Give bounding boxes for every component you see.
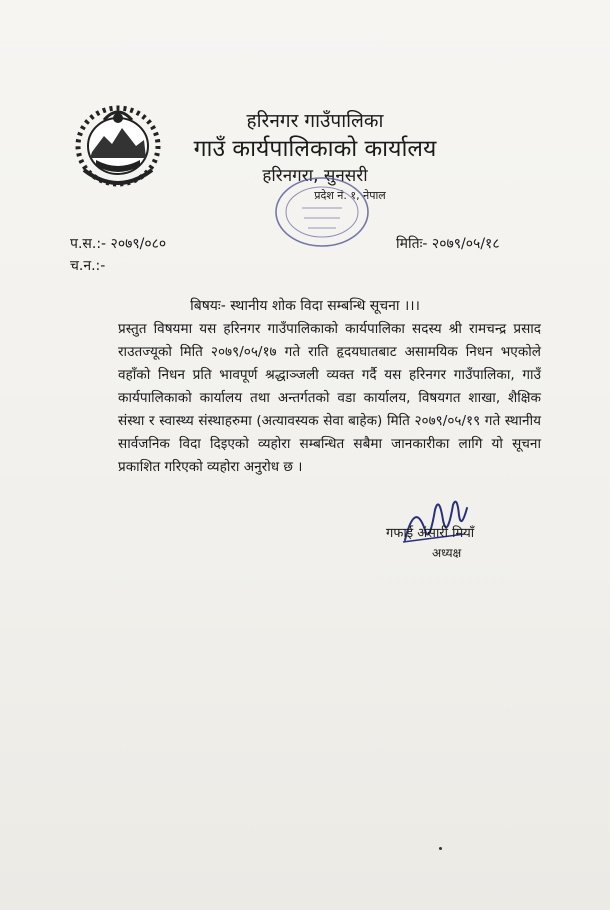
signatory-name: गफाई अंसारी मियाँ — [386, 526, 475, 541]
office-stamp-icon — [262, 168, 372, 258]
dispatch-number: च.न.:- — [70, 258, 106, 274]
municipality-name: हरिनगर गाउँपालिका — [246, 110, 384, 132]
subject-line: बिषयः- स्थानीय शोक विदा सम्बन्धि सूचना ।।। — [190, 298, 420, 314]
body-paragraph: प्रस्तुत विषयमा यस हरिनगर गाउँपालिकाको कार्यपालिका सदस्य श्री रामचन्द्र प्रसाद राउतज्यूको मिति २०७९/०५/१७ गते राति हृदयघातबाट असामयिक निधन भएकोले वहाँको निधन प्रति भावपूर्ण श्रद्धाञ्जली व्यक्त गर्दै यस हरिनगर गाउँपालिका, गाउँ कार्यपालिकाको कार्यालय तथा अन्तर्गतको वडा कार्यालय, विषयगत शाखा, शैक्षिक संस्था र स्वास्थ्य संस्थाहरुमा (अत्यावस्यक सेवा बाहेक) मिति २०७९/०५/१९ गते स्थानीय सार्वजनिक विदा दिइएको व्यहोरा सम्बन्धित सबैमा जानकारीका लागि यो सूचना प्रकाशित गरिएको व्यहोरा अनुरोध छ । — [118, 321, 541, 475]
signatory-title: अध्यक्ष — [432, 546, 462, 560]
notice-body — [86, 318, 541, 479]
office-province: प्रदेश नं. १, नेपाल — [314, 189, 386, 202]
letter-number: प.स.:- २०७९/०८० — [70, 236, 167, 252]
office-location: हरिनगरा, सुनसरी — [262, 166, 368, 186]
reference-block — [70, 233, 166, 277]
office-name: गाउँ कार्यपालिकाको कार्यालय — [193, 136, 437, 162]
paper-speck — [439, 847, 442, 850]
letter-date: मितिः- २०७९/०५/१८ — [396, 236, 500, 252]
